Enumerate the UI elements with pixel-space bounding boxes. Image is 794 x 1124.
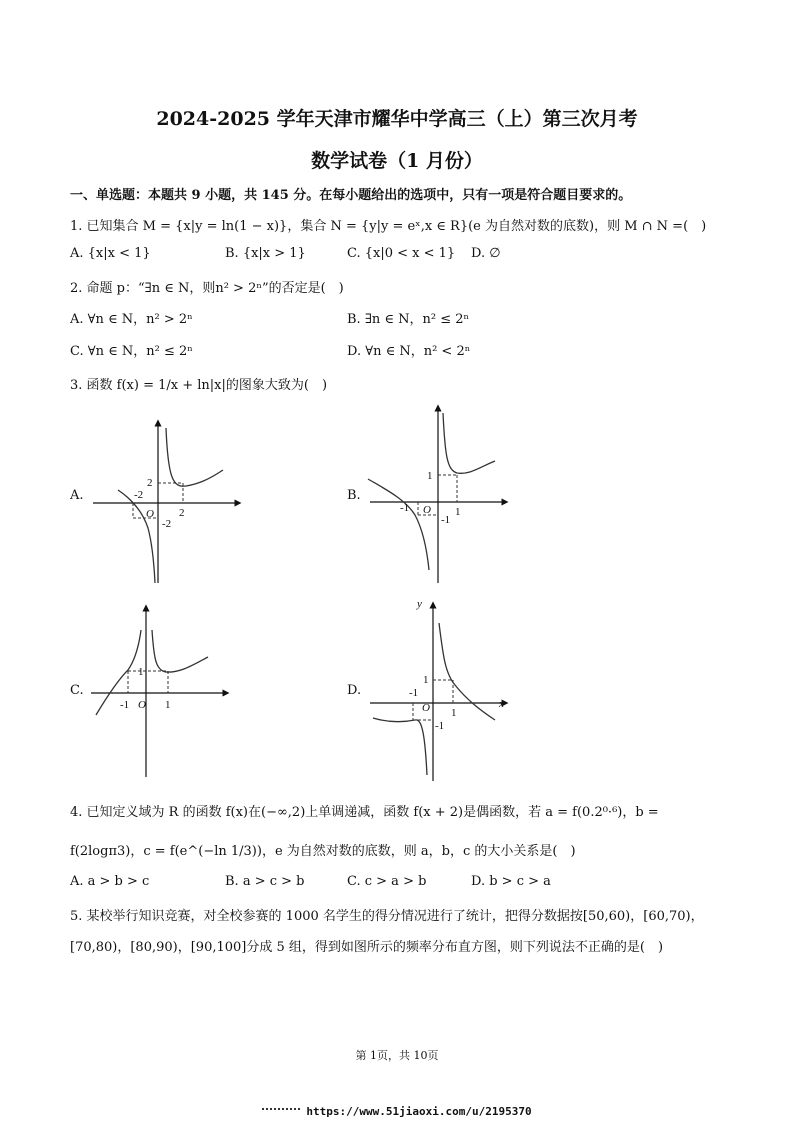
question-4-line-1: 4. 已知定义域为 R 的函数 f(x)在(−∞,2)上单调递减，函数 f(x + 2)是偶函数，若 a = f(0.2⁰·⁶)，b = [70, 805, 659, 820]
q3-option-b-label: B. [347, 488, 361, 503]
origin-label: O [422, 702, 430, 714]
watermark-url[interactable] [0, 1105, 794, 1118]
curve-right [439, 623, 495, 720]
q2-option-a: A. ∀n ∈ N，n² > 2ⁿ [70, 312, 193, 327]
axis-label-y: y [417, 598, 422, 610]
q3-graph-d [365, 595, 515, 783]
tick-label: 1 [451, 707, 457, 719]
tick-label: -2 [162, 518, 172, 530]
tick-label: 2 [179, 507, 185, 519]
q2-option-d: D. ∀n ∈ N，n² < 2ⁿ [347, 344, 471, 359]
q4-option-a: A. a > b > c [70, 874, 150, 889]
section-heading: 一、单选题：本题共 9 小题，共 145 分。在每小题给出的选项中，只有一项是符合题目要求的。 [70, 188, 632, 203]
q4-option-d: D. b > c > a [471, 874, 551, 889]
tick-label: 1 [423, 674, 429, 686]
origin-label: O [423, 504, 431, 516]
q2-option-c: C. ∀n ∈ N，n² ≤ 2ⁿ [70, 344, 193, 359]
q3-option-a-label: A. [70, 488, 84, 503]
origin-label: O [138, 699, 146, 711]
tick-label: -1 [400, 502, 410, 514]
curve-right [443, 413, 495, 473]
tick-label: 2 [147, 477, 153, 489]
question-4-line-2: f(2logπ3)，c = f(e^(−ln 1/3))，e 为自然对数的底数，则 a，b，c 的大小关系是( ) [70, 844, 576, 859]
curve-right [166, 428, 223, 486]
curve-left [96, 630, 141, 715]
dots-icon [262, 1108, 300, 1116]
curve-left [373, 718, 427, 775]
q4-option-c: C. c > a > b [347, 874, 427, 889]
watermark-url-text[interactable]: https://www.51jiaoxi.com/u/2195370 [306, 1105, 532, 1118]
question-1-stem: 1. 已知集合 M = {x|y = ln(1 − x)}，集合 N = {y|y = eˣ,x ∈ R}(e 为自然对数的底数)，则 M ∩ N =( ) [70, 219, 707, 234]
q3-graph-b [365, 405, 510, 585]
tick-label: 1 [455, 506, 461, 518]
curve-right [152, 630, 208, 672]
tick-label: -1 [435, 720, 445, 732]
exam-subtitle: 数学试卷（1 月份） [311, 150, 483, 172]
axis-label-x: x [499, 698, 504, 710]
question-3-stem: 3. 函数 f(x) = 1/x + ln|x|的图象大致为( ) [70, 378, 328, 393]
question-5-line-1: 5. 某校举行知识竞赛，对全校参赛的 1000 名学生的得分情况进行了统计，把得分数据按[50,60)，[60,70)， [70, 909, 704, 924]
q1-option-a: A. {x|x < 1} [70, 246, 151, 261]
q1-option-c: C. {x|0 < x < 1} [347, 246, 456, 261]
exam-title: 2024-2025 学年天津市耀华中学高三（上）第三次月考 [156, 108, 638, 130]
question-5-line-2: [70,80)，[80,90)，[90,100]分成 5 组，得到如图所示的频率分布直方图，则下列说法不正确的是( ) [70, 940, 664, 955]
q3-option-c-label: C. [70, 683, 84, 698]
q1-option-d: D. ∅ [471, 246, 501, 261]
tick-label: 1 [138, 666, 144, 678]
q4-option-b: B. a > c > b [225, 874, 305, 889]
tick-label: -1 [409, 687, 419, 699]
question-2-stem: 2. 命题 p：“∃n ∈ N，则n² > 2ⁿ”的否定是( ) [70, 281, 344, 296]
q3-option-d-label: D. [347, 683, 362, 698]
q3-graph-c [88, 605, 228, 780]
tick-label: 1 [165, 699, 171, 711]
tick-label: -1 [441, 514, 451, 526]
q2-option-b: B. ∃n ∈ N，n² ≤ 2ⁿ [347, 312, 470, 327]
curve-left [368, 479, 429, 570]
q3-graph-a [88, 418, 248, 588]
origin-label: O [146, 508, 154, 520]
tick-label: -2 [134, 489, 144, 501]
tick-label: -1 [120, 699, 130, 711]
curve-left [118, 490, 155, 583]
page-footer: 第 1页，共 10页 [355, 1049, 439, 1062]
q1-option-b: B. {x|x > 1} [225, 246, 306, 261]
tick-label: 1 [427, 470, 433, 482]
